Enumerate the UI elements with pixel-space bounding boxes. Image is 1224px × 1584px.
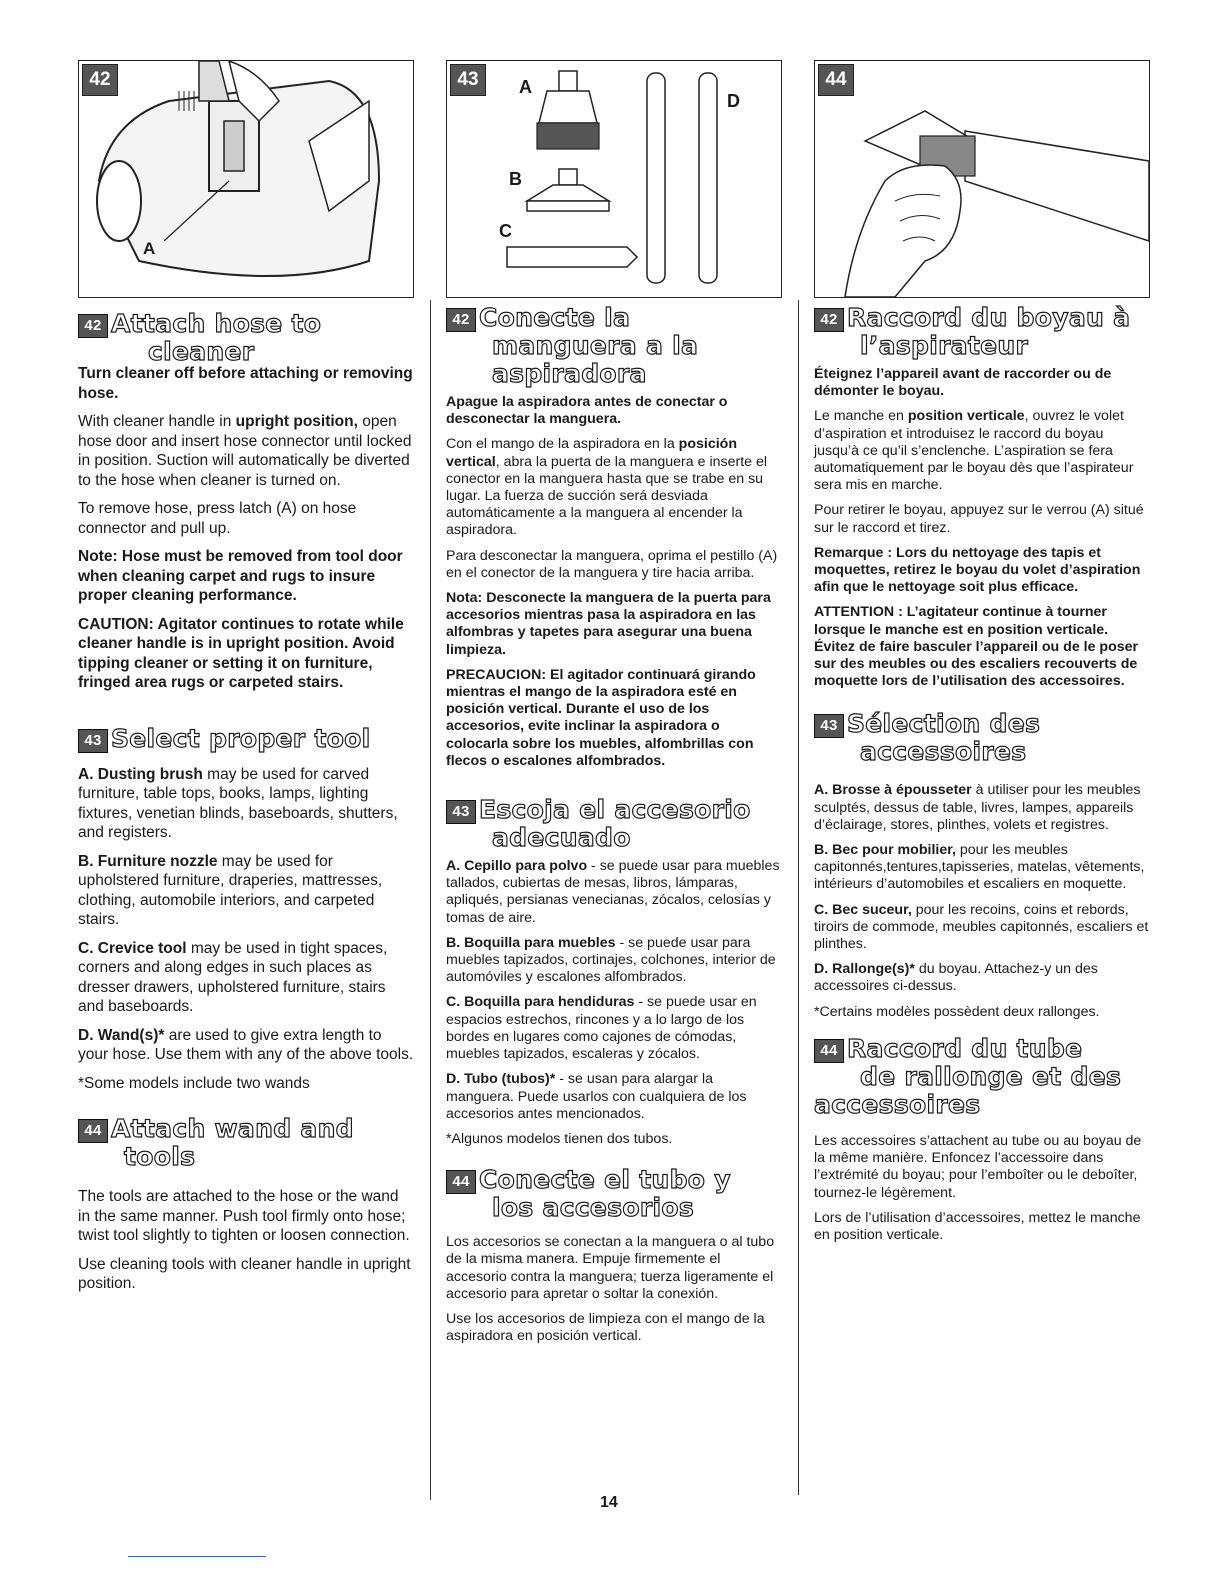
tool-description: A. Dusting brush may be used for carved furniture, table tops, books, lamps, lighting fixtures, venetian blinds, baseboards, shutters, and registers.	[78, 765, 398, 841]
warning-text: Apague la aspiradora antes de conectar o desconectar la manguera.	[446, 394, 728, 428]
tool-description: D. Tubo (tubos)* - se usan para alargar la manguera. Puede usarlos con cualquiera de los accesorios antes mencionados.	[446, 1071, 747, 1122]
tool-description: C. Boquilla para hendiduras - se puede usar en espacios estrechos, rincones y a lo largo de los bordes en lugares como cajones de cómodas, muebles tapizados, escaleras y zócalos.	[446, 994, 757, 1063]
instruction-paragraph: Lors de l’utilisation d’accessoires, mettez le manche en position verticale.	[814, 1209, 1141, 1243]
label-a: A	[519, 77, 532, 97]
section-badge: 44	[446, 1170, 476, 1194]
section-title-42: 42 Raccord du boyau à l’aspirateur	[814, 304, 1150, 360]
note-text: Remarque : Lors du nettoyage des tapis et moquettes, retirez le boyau du volet d’aspiration afin que le nettoyage soit plus efficace.	[814, 544, 1141, 596]
tool-description: A. Brosse à épousseter à utiliser pour les meubles sculptés, dessus de table, livres, lampes, appareils d’éclairage, stores, plinthes, volets et registres.	[814, 782, 1141, 833]
label-a: A	[143, 239, 156, 258]
instruction-paragraph: Les accessoires s’attachent au tube ou au boyau de la même manière. Enfoncez l’accessoire dans l’extrémité du boyau; pour l’emboîter ou le deboîter, tournez-le légèrement.	[814, 1132, 1142, 1201]
note-text: Nota: Desconecte la manguera de la puerta para accesorios mientras pasa la aspiradora en las alfombras y tapetes para asegurar una buena limpieza.	[446, 590, 771, 658]
caution-text: ATTENTION : L’agitateur continue à tourner lorsque le manche est en position verticale. Évitez de faire basculer l’appareil ou de le poser sur des meubles ou des escaliers recouverts de moquette lors de l’utilisation des accessoires.	[814, 604, 1139, 690]
tool-description: B. Furniture nozzle may be used for upholstered furniture, draperies, mattresses, clothing, automobile interiors, and carpeted stairs.	[78, 852, 383, 928]
section-title-44: 44 Conecte el tubo y los accesorios	[446, 1166, 782, 1222]
section-title-42: 42 Conecte la manguera a la aspiradora	[446, 304, 782, 388]
section-badge: 43	[446, 800, 476, 824]
note-text: Note: Hose must be removed from tool door when cleaning carpet and rugs to insure proper cleaning performance.	[78, 548, 403, 604]
page-number: 14	[600, 1494, 618, 1511]
figure-43	[446, 60, 782, 298]
footnote: *Certains modèles possèdent deux rallonges.	[814, 1003, 1100, 1020]
label-b: B	[509, 169, 522, 189]
figure-42	[78, 60, 414, 298]
tool-description: B. Boquilla para muebles - se puede usar para muebles tapizados, cortinajes, colchones, interior de automóviles y escalones alfombrados.	[446, 934, 776, 986]
instruction-paragraph: To remove hose, press latch (A) on hose connector and pull up.	[78, 500, 357, 537]
instruction-paragraph: Pour retirer le boyau, appuyez sur le verrou (A) situé sur le raccord et tirez.	[814, 502, 1144, 536]
wand-attach-illustration	[815, 61, 1149, 297]
section-badge: 44	[814, 1039, 844, 1063]
spanish-column	[446, 60, 782, 1353]
caution-text: PRECAUCION: El agitador continuará girando mientras el mango de la aspiradora esté en posición vertical. Durante el uso de los accesorios, evite inclinar la aspiradora o colocarla sobre los muebles, alfombrillas con flecos o escalones alfombrados.	[446, 666, 756, 769]
caution-text: CAUTION: Agitator continues to rotate while cleaner handle is in upright position. Avoid tipping cleaner or setting it on furniture, fringed area rugs or carpeted stairs.	[78, 615, 404, 691]
footnote: *Algunos modelos tienen dos tubos.	[446, 1130, 673, 1147]
tool-description: B. Bec pour mobilier, pour les meubles capitonnés,tentures,tapisseries, matelas, vêtements, intérieurs d’automobiles et escaliers en moquette.	[814, 842, 1145, 893]
instruction-paragraph: Le manche en position verticale, ouvrez le volet d’aspiration et introduisez le raccord du boyau jusqu’à ce qu’il s’enclenche. L’aspiration se fera automatiquement par le boyau dès que l’aspirateur sera mis en marche.	[814, 408, 1134, 494]
section-title-44: 44 Attach wand and tools	[78, 1115, 414, 1171]
tool-description: D. Rallonge(s)* du boyau. Attachez-y un des accessoires ci-dessus.	[814, 961, 1098, 995]
section-title-43: 43 Escoja el accesorio adecuado	[446, 796, 782, 852]
figure-badge: 42	[82, 64, 118, 96]
instruction-paragraph: Los accesorios se conectan a la manguera o al tubo de la misma manera. Empuje firmemente el accesorio contra la manguera; tuerza ligeramente el accesorio para apretar o soltar la conexión.	[446, 1234, 775, 1302]
figure-badge: 44	[818, 64, 854, 96]
column-divider	[430, 300, 431, 1500]
figure-44	[814, 60, 1150, 298]
section-title-44: 44 Raccord du tube de rallonge et des accessoires	[814, 1033, 1122, 1119]
section-badge: 42	[78, 314, 108, 338]
vacuum-hose-illustration	[79, 61, 413, 297]
instruction-paragraph: With cleaner handle in upright position, open hose door and insert hose connector until locked in position. Suction will automatically be diverted to the hose when cleaner is turned on.	[78, 413, 412, 489]
instruction-paragraph: Use cleaning tools with cleaner handle in upright position.	[78, 1255, 411, 1292]
warning-text: Turn cleaner off before attaching or removing hose.	[78, 365, 413, 402]
figure-badge: 43	[450, 64, 486, 96]
tool-description: C. Bec suceur, pour les recoins, coins et rebords, tiroirs de commode, meubles capitonnés, escaliers et plinthes.	[814, 901, 1149, 953]
section-badge: 42	[446, 308, 476, 332]
section-title-43: 43 Sélection des accessoires	[814, 710, 1150, 766]
column-divider	[798, 300, 799, 1495]
section-badge: 42	[814, 308, 844, 332]
english-column	[78, 60, 414, 1303]
section-badge: 43	[814, 714, 844, 738]
section-badge: 44	[78, 1119, 108, 1143]
tool-description: C. Crevice tool may be used in tight spaces, corners and along edges in such places as dresser drawers, upholstered furniture, stairs and baseboards.	[78, 939, 388, 1015]
section-badge: 43	[78, 729, 108, 753]
instruction-paragraph: Para desconectar la manguera, oprima el pestillo (A) en el conector de la manguera y tire hacia arriba.	[446, 547, 778, 581]
tool-description: D. Wand(s)* are used to give extra length to your hose. Use them with any of the above tools.	[78, 1026, 414, 1063]
section-title-42: 42 Attach hose to cleaner	[78, 310, 414, 366]
footer-rule	[128, 1556, 266, 1557]
footnote: *Some models include two wands	[78, 1074, 310, 1092]
instruction-paragraph: The tools are attached to the hose or the wand in the same manner. Push tool firmly onto hose; twist tool slightly to tighten or loosen connection.	[78, 1188, 410, 1244]
label-c: C	[499, 221, 512, 241]
instruction-paragraph: Con el mango de la aspiradora en la posición vertical, abra la puerta de la manguera e inserte el conector en la manguera hasta que se trabe en su lugar. La fuerza de succión será desviada automáticamente a la manguera al encender la aspiradora.	[446, 436, 768, 539]
tool-description: A. Cepillo para polvo - se puede usar para muebles tallados, cubiertas de mesas, libros, lámparas, apliqués, persianas venecianas, zócalos, celosías y tomas de aire.	[446, 858, 780, 926]
instruction-paragraph: Use los accesorios de limpieza con el mango de la aspiradora en posición vertical.	[446, 1310, 765, 1345]
section-title-43: 43 Select proper tool	[78, 725, 414, 753]
label-d: D	[727, 91, 740, 111]
french-column	[814, 60, 1150, 1252]
warning-text: Éteignez l’appareil avant de raccorder ou de démonter le boyau.	[814, 366, 1112, 400]
